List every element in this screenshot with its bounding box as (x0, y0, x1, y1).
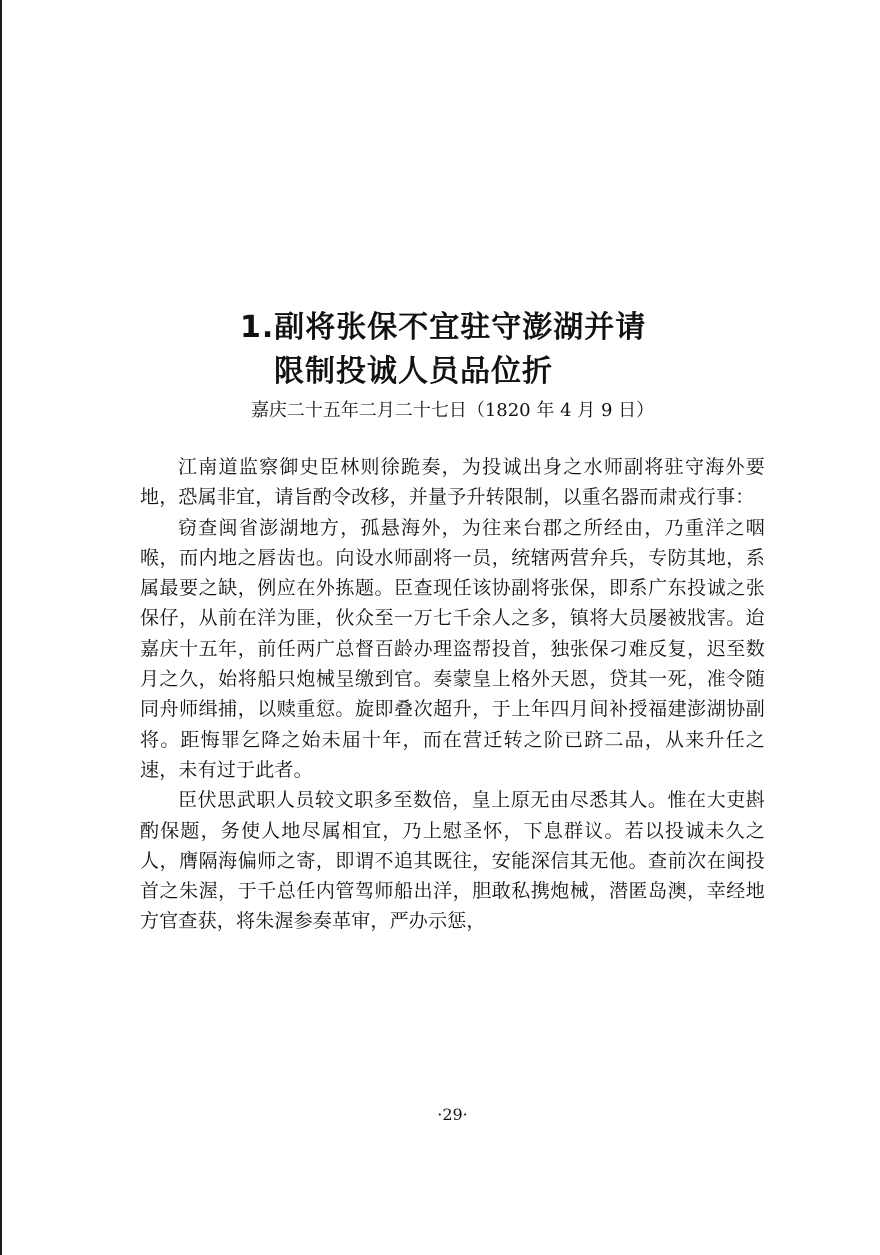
paragraph-1: 江南道监察御史臣林则徐跪奏，为投诚出身之水师副将驻守海外要地，恐属非宜，请旨酌令改移，并量予升转限制，以重名器而肃戎行事： (140, 456, 765, 509)
memorial-date: 嘉庆二十五年二月二十七日（1820 年 4 月 9 日） (250, 400, 655, 421)
page-left-edge (0, 0, 2, 1255)
document-page (140, 0, 765, 1255)
paragraph-3: 臣伏思武职人员较文职多至数倍，皇上原无由尽悉其人。惟在大吏斟酌保题，务使人地尽属相宜，乃上慰圣怀，下息群议。若以投诚未久之人，膺隔海偏师之寄，即谓不追其既往，安能深信其无他。查前次在闽投首之朱渥，于千总任内管驾师船出洋，胆敢私携炮械，潜匿岛澳，幸经地方官查获，将朱渥参奏革审，严办示惩， (140, 789, 765, 933)
page-number: ·29· (437, 1105, 468, 1124)
title-line-1: 1.副将张保不宜驻守澎湖并请 (240, 310, 647, 345)
title-line-2: 限制投诚人员品位折 (274, 354, 553, 389)
paragraph-2: 窃查闽省澎湖地方，孤悬海外，为往来台郡之所经由，乃重洋之咽喉，而内地之唇齿也。向设水师副将一员，统辖两营弁兵，专防其地，系属最要之缺，例应在外拣题。臣查现任该协副将张保，即系广东投诚之张保仔，从前在洋为匪，伙众至一万七千余人之多，镇将大员屡被戕害。迨嘉庆十五年，前任两广总督百龄办理盗帮投首，独张保刁难反复，迟至数月之久，始将船只炮械呈缴到官。奏蒙皇上格外天恩，贷其一死，准令随同舟师缉捕，以赎重愆。旋即叠次超升，于上年四月间补授福建澎湖协副将。距悔罪乞降之始未届十年，而在营迁转之阶已跻二品，从来升任之速，未有过于此者。 (140, 516, 765, 781)
memorial-title (140, 306, 765, 394)
memorial-body (140, 452, 765, 937)
